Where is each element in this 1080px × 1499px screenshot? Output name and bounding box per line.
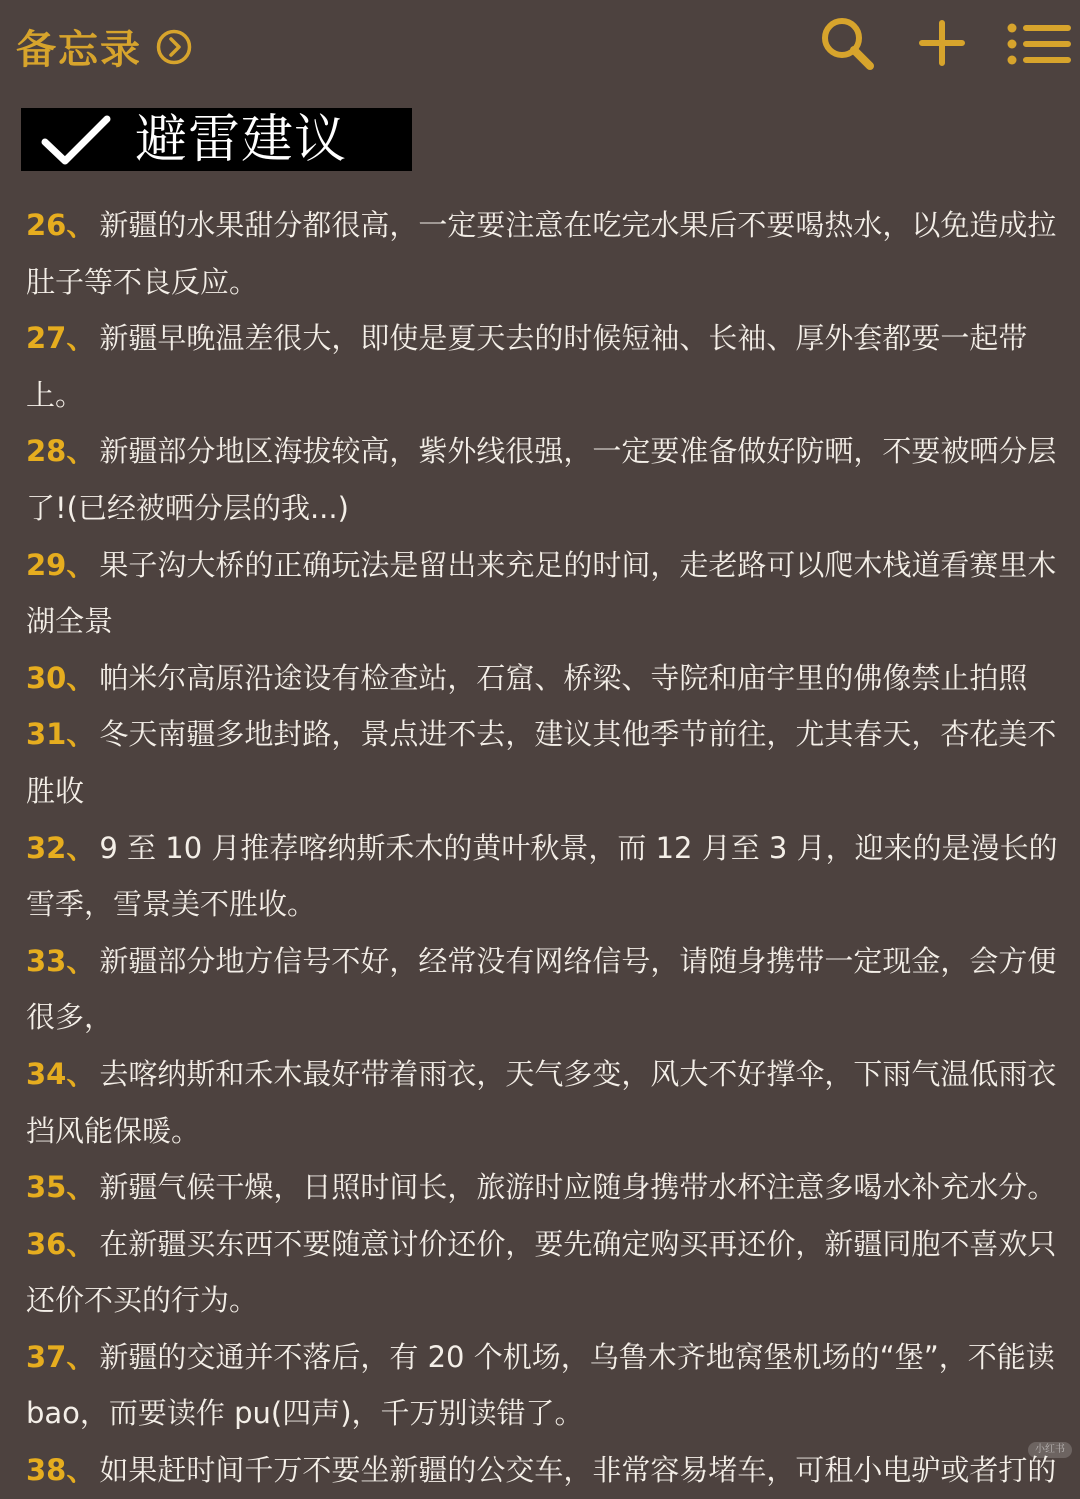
note-item [26, 423, 1058, 536]
item-number: 27、 [26, 321, 96, 356]
item-text: 帕米尔高原沿途设有检查站，石窟、桥梁、寺院和庙宇里的佛像禁止拍照 [99, 660, 1028, 695]
back-to-notes-button[interactable] [16, 18, 192, 75]
note-item [26, 650, 1058, 707]
item-text: 新疆气候干燥，日照时间长，旅游时应随身携带水杯注意多喝水补充水分。 [99, 1170, 1057, 1205]
item-text: 在新疆买东西不要随意讨价还价，要先确定购买再还价，新疆同胞不喜欢只还价不买的行为。 [26, 1226, 1057, 1318]
section-header [21, 108, 412, 171]
note-item [26, 1216, 1058, 1329]
chevron-right-circle-icon [156, 29, 192, 65]
note-item [26, 310, 1058, 423]
item-text: 果子沟大桥的正确玩法是留出来充足的时间，走老路可以爬木栈道看赛里木湖全景 [26, 547, 1057, 639]
note-item [26, 933, 1058, 1046]
note-item [26, 706, 1058, 819]
search-icon[interactable] [818, 14, 876, 72]
item-text: 新疆部分地方信号不好，经常没有网络信号，请随身携带一定现金，会方便很多， [26, 943, 1057, 1035]
item-number: 29、 [26, 547, 96, 582]
item-number: 37、 [26, 1339, 96, 1374]
item-text: 新疆部分地区海拔较高，紫外线很强，一定要准备做好防晒，不要被晒分层了!(已经被晒分层的我...) [26, 434, 1057, 525]
watermark: 小红书 [1028, 1442, 1072, 1458]
item-text: 9 至 10 月推荐喀纳斯禾木的黄叶秋景，而 12 月至 3 月，迎来的是漫长的雪季，雪景美不胜收。 [26, 830, 1058, 922]
item-number: 28、 [26, 434, 96, 469]
item-number: 30、 [26, 660, 96, 695]
item-number: 33、 [26, 943, 96, 978]
note-item [26, 1159, 1058, 1216]
item-number: 26、 [26, 208, 96, 242]
item-number: 36、 [26, 1226, 96, 1261]
item-text: 如果赶时间千万不要坐新疆的公交车，非常容易堵车，可租小电驴或者打的 [99, 1453, 1057, 1488]
list-menu-icon[interactable] [1006, 22, 1072, 66]
item-number: 35、 [26, 1170, 96, 1205]
plus-icon[interactable] [918, 18, 966, 68]
top-bar [0, 0, 1080, 92]
item-number: 34、 [26, 1056, 96, 1091]
note-item [26, 197, 1058, 310]
app-title: 备忘录 [16, 27, 142, 73]
note-item [26, 820, 1058, 933]
item-text: 新疆的交通并不落后，有 20 个机场，乌鲁木齐地窝堡机场的“堡”，不能读 bao，而要读作 pu(四声)，千万别读错了。 [26, 1339, 1055, 1431]
section-header-text: 避雷建议 [135, 109, 348, 170]
item-text: 新疆早晚温差很大，即使是夏天去的时候短袖、长袖、厚外套都要一起带上。 [26, 321, 1028, 412]
item-text: 新疆的水果甜分都很高，一定要注意在吃完水果后不要喝热水，以免造成拉肚子等不良反应。 [26, 208, 1057, 299]
note-item [26, 1442, 1058, 1499]
item-text: 冬天南疆多地封路，景点进不去，建议其他季节前往，尤其春天，杏花美不胜收 [26, 717, 1057, 808]
item-number: 38、 [26, 1453, 96, 1488]
note-body[interactable] [26, 197, 1058, 1499]
checkmark-icon [39, 112, 113, 168]
item-number: 31、 [26, 717, 96, 752]
item-text: 去喀纳斯和禾木最好带着雨衣，天气多变，风大不好撑伞，下雨气温低雨衣挡风能保暖。 [26, 1056, 1057, 1148]
note-item [26, 1329, 1058, 1442]
note-item [26, 537, 1058, 650]
item-number: 32、 [26, 830, 96, 865]
note-item [26, 1046, 1058, 1159]
